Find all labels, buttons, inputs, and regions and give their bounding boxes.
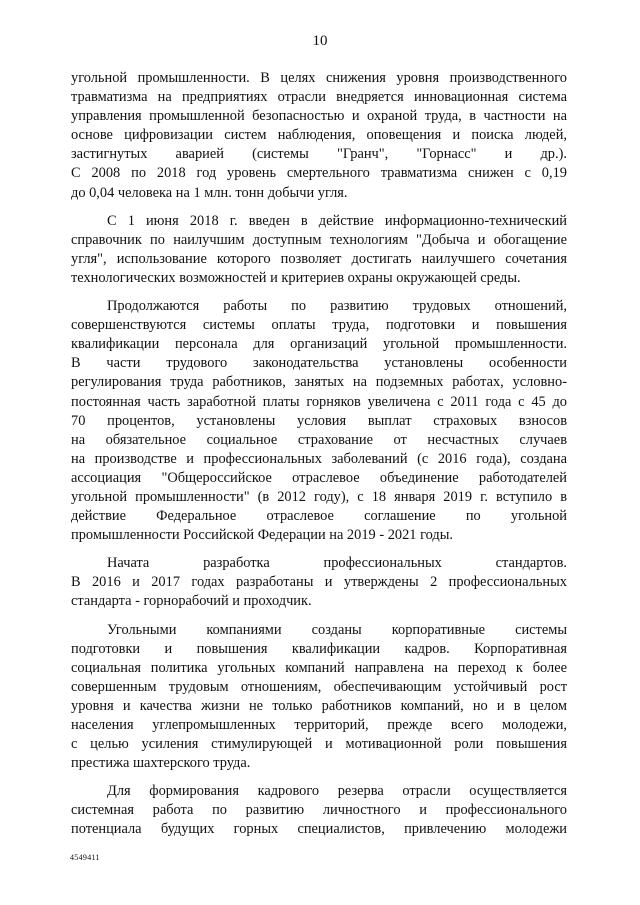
document-id: 4549411 [70, 853, 100, 862]
text-line: на обязательное социальное страхование от несчастных случаев [71, 431, 567, 448]
document-body [71, 69, 567, 840]
text-line: основе цифровизации систем наблюдения, оповещения и поиска людей, [71, 127, 567, 144]
paragraph-gap [71, 545, 567, 554]
text-line: стандарта - горнорабочий и проходчик. [71, 593, 312, 610]
text-line: Угольными компаниями созданы корпоративные системы [107, 621, 567, 638]
text-line: постоянная часть заработной платы горняков увеличена с 2011 года с 45 до [71, 393, 567, 410]
text-line: подготовки и повышения квалификации кадров. Корпоративная [71, 640, 567, 657]
text-line: угольной промышленности" (в 2012 году), с 18 января 2019 г. вступило в [71, 488, 567, 505]
paragraph [71, 782, 567, 839]
text-line: совершенным трудовым отношениям, обеспечивающим устойчивый рост [71, 678, 567, 695]
text-line: Продолжаются работы по развитию трудовых отношений, [107, 298, 567, 315]
text-line: технологических возможностей и критериев охраны окружающей среды. [71, 269, 521, 286]
paragraph-gap [71, 773, 567, 782]
text-line: застигнутых аварией (системы "Гранч", "Горнасс" и др.). [71, 146, 567, 163]
text-line: квалификации персонала для организаций угольной промышленности. [71, 336, 567, 353]
paragraph [71, 297, 567, 545]
text-line: действие Федеральное отраслевое соглашение по угольной [71, 508, 567, 525]
text-line: угля", использование которого позволяет достигать наилучшего сочетания [71, 250, 567, 267]
text-line: Для формирования кадрового резерва отрасли осуществляется [107, 783, 567, 800]
text-line: Начата разработка профессиональных стандартов. [107, 555, 567, 572]
text-line: промышленности Российской Федерации на 2019 - 2021 годы. [71, 527, 453, 544]
text-line: регулирования труда работников, занятых на подземных работах, условно- [71, 374, 567, 391]
paragraph [71, 554, 567, 611]
text-line: ассоциация "Общероссийское отраслевое объединение работодателей [71, 469, 567, 486]
text-line: совершенствуются системы оплаты труда, подготовки и повышения [71, 317, 567, 334]
text-line: С 1 июня 2018 г. введен в действие информационно-технический [107, 212, 567, 229]
text-line: В 2016 и 2017 годах разработаны и утверждены 2 профессиональных [71, 574, 567, 591]
text-line: социальная политика угольных компаний направлена на переход к более [71, 659, 567, 676]
text-line: до 0,04 человека на 1 млн. тонн добычи угля. [71, 184, 348, 201]
paragraph-gap [71, 203, 567, 212]
text-line: с целью усиления стимулирующей и мотивационной роли повышения [71, 736, 567, 753]
text-line: 70 процентов, установлены условия выплат страховых взносов [71, 412, 567, 429]
paragraph [71, 69, 567, 203]
text-line: справочник по наилучшим доступным технологиям "Добыча и обогащение [71, 231, 567, 248]
paragraph-gap [71, 612, 567, 621]
text-line: потенциала будущих горных специалистов, привлечению молодежи [71, 821, 567, 838]
text-line: В части трудового законодательства установлены особенности [71, 355, 567, 372]
text-line: на производстве и профессиональных заболеваний (с 2016 года), создана [71, 450, 567, 467]
paragraph [71, 212, 567, 288]
text-line: престижа шахтерского труда. [71, 755, 251, 772]
paragraph-gap [71, 288, 567, 297]
text-line: угольной промышленности. В целях снижения уровня производственного [71, 70, 567, 86]
text-line: управления промышленной безопасностью и охраной труда, в частности на [71, 108, 567, 125]
text-line: населения углепромышленных территорий, прежде всего молодежи, [71, 717, 567, 733]
text-line: травматизма на предприятиях отрасли внедряется инновационная система [71, 89, 567, 106]
paragraph [71, 621, 567, 774]
text-line: С 2008 по 2018 год уровень смертельного травматизма снижен с 0,19 [71, 165, 567, 182]
text-line: уровня и качества жизни не только работников компаний, но и в целом [71, 697, 567, 714]
text-line: системная работа по развитию личностного и профессионального [71, 802, 567, 819]
page-number: 10 [312, 33, 328, 49]
